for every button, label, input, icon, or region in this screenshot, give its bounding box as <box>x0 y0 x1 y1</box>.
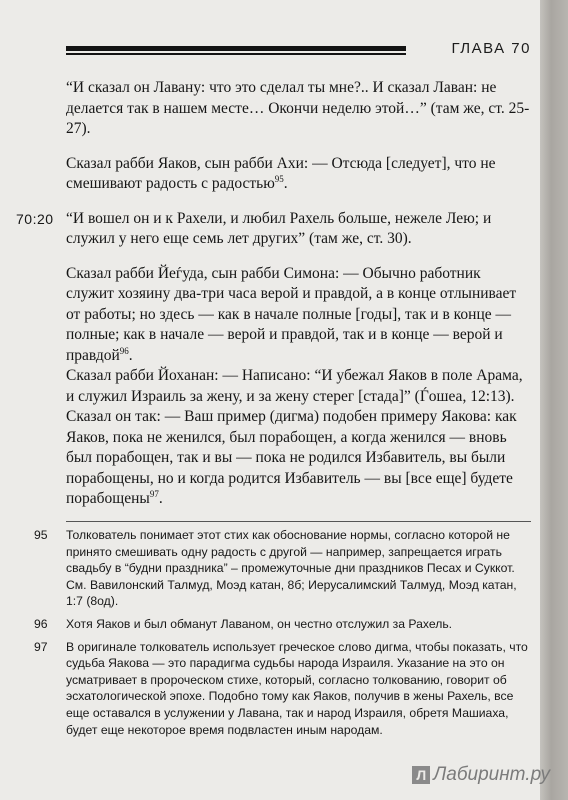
verse-number: 70:20 <box>16 210 54 227</box>
footnote-ref[interactable]: 96 <box>119 345 129 356</box>
header-rule <box>66 46 406 51</box>
header-rule-thin <box>66 53 406 55</box>
verse-paragraph: 70:20 “И вошел он и к Рахели, и любил Рахель больше, нежеле Лею; и служил у него еще семь лет других” (там же, ст. 30). <box>16 209 492 247</box>
paragraph: “И сказал он Лавану: что это сделал ты мне?.. И сказал Лаван: не делается так в нашем месте… Окончи неделю этой…” (там же, ст. 25-27). <box>66 79 530 137</box>
footnote-ref[interactable]: 95 <box>274 173 284 184</box>
footnote: 96 Хотя Яаков и был обманут Лаваном, он честно отслужил за Рахель. <box>34 616 453 631</box>
footnote: 97 В оригинале толкователь использует греческое слово дигма, чтобы показать, что судьба Яакова — это парадигма судьбы народа Израиля. Указание на это он усматривает в пророческом стихе, который, согласно толкованию, говорит об эсхатологической эпохе. Подобно тому как Яаков, получив в жены Рахель, все еще оставался в услужении у Лавана, так и народ Израиля, обретя Машиаха, будет еще некоторое время подвластен иным народам. <box>34 639 528 737</box>
footnote: 95 Толкователь понимает этот стих как обоснование нормы, согласно которой не принято смешивать одну радость с другой — например, запрещается играть свадьбу в “будни праздника” – промежуточные дни праздников Песах и Суккот. См. Вавилонский Талмуд, Моэд катан, 8б; Иерусалимский Талмуд, Моэд катан, 1:7 (8од). <box>34 528 517 609</box>
footnote-ref[interactable]: 97 <box>149 488 159 499</box>
page-edge <box>540 0 568 800</box>
paragraph: Сказал рабби Яаков, сын рабби Ахи: — Отсюда [следует], что не смешивают радость с радостью$^{95}$. <box>66 154 496 192</box>
main-text <box>16 78 531 524</box>
footnote-number: 95 <box>34 528 48 542</box>
labirint-icon: Л <box>412 766 430 784</box>
watermark-logo: Л Лабиринт.ру <box>412 764 550 786</box>
paragraph: Сказал рабби Йеѓуда, сын рабби Симона: — Обычно работник служит хозяину два-три часа верой и правдой, а в конце отлынивает от работы; но здесь — как в начале полные [годы], так и в конце — полные; как в начале — верой и правдой, так и в конце — верой и правдой$^{96}$. <box>66 264 517 364</box>
paragraph: Сказал рабби Йоханан: — Написано: “И убежал Яаков в поле Арама, и служил Израиль за жену, и за жену стерег [стада]” (Ѓошеа, 12:13). Сказал он так: — Ваш пример (дигма) подобен примеру Яакова: как Яаков, пока не женился, был порабощен, а когда женился — вновь был порабощен, так и вы — пока не родился Избавитель, вы были порабощены, но и когда родится Избавитель — вы [все еще] будете порабощены$^{97}$. <box>66 367 523 507</box>
footnotes <box>34 521 531 744</box>
chapter-title: ГЛАВА 70 <box>451 40 531 57</box>
footnote-number: 96 <box>34 616 48 631</box>
running-header <box>66 40 531 62</box>
footnote-number: 97 <box>34 639 48 654</box>
